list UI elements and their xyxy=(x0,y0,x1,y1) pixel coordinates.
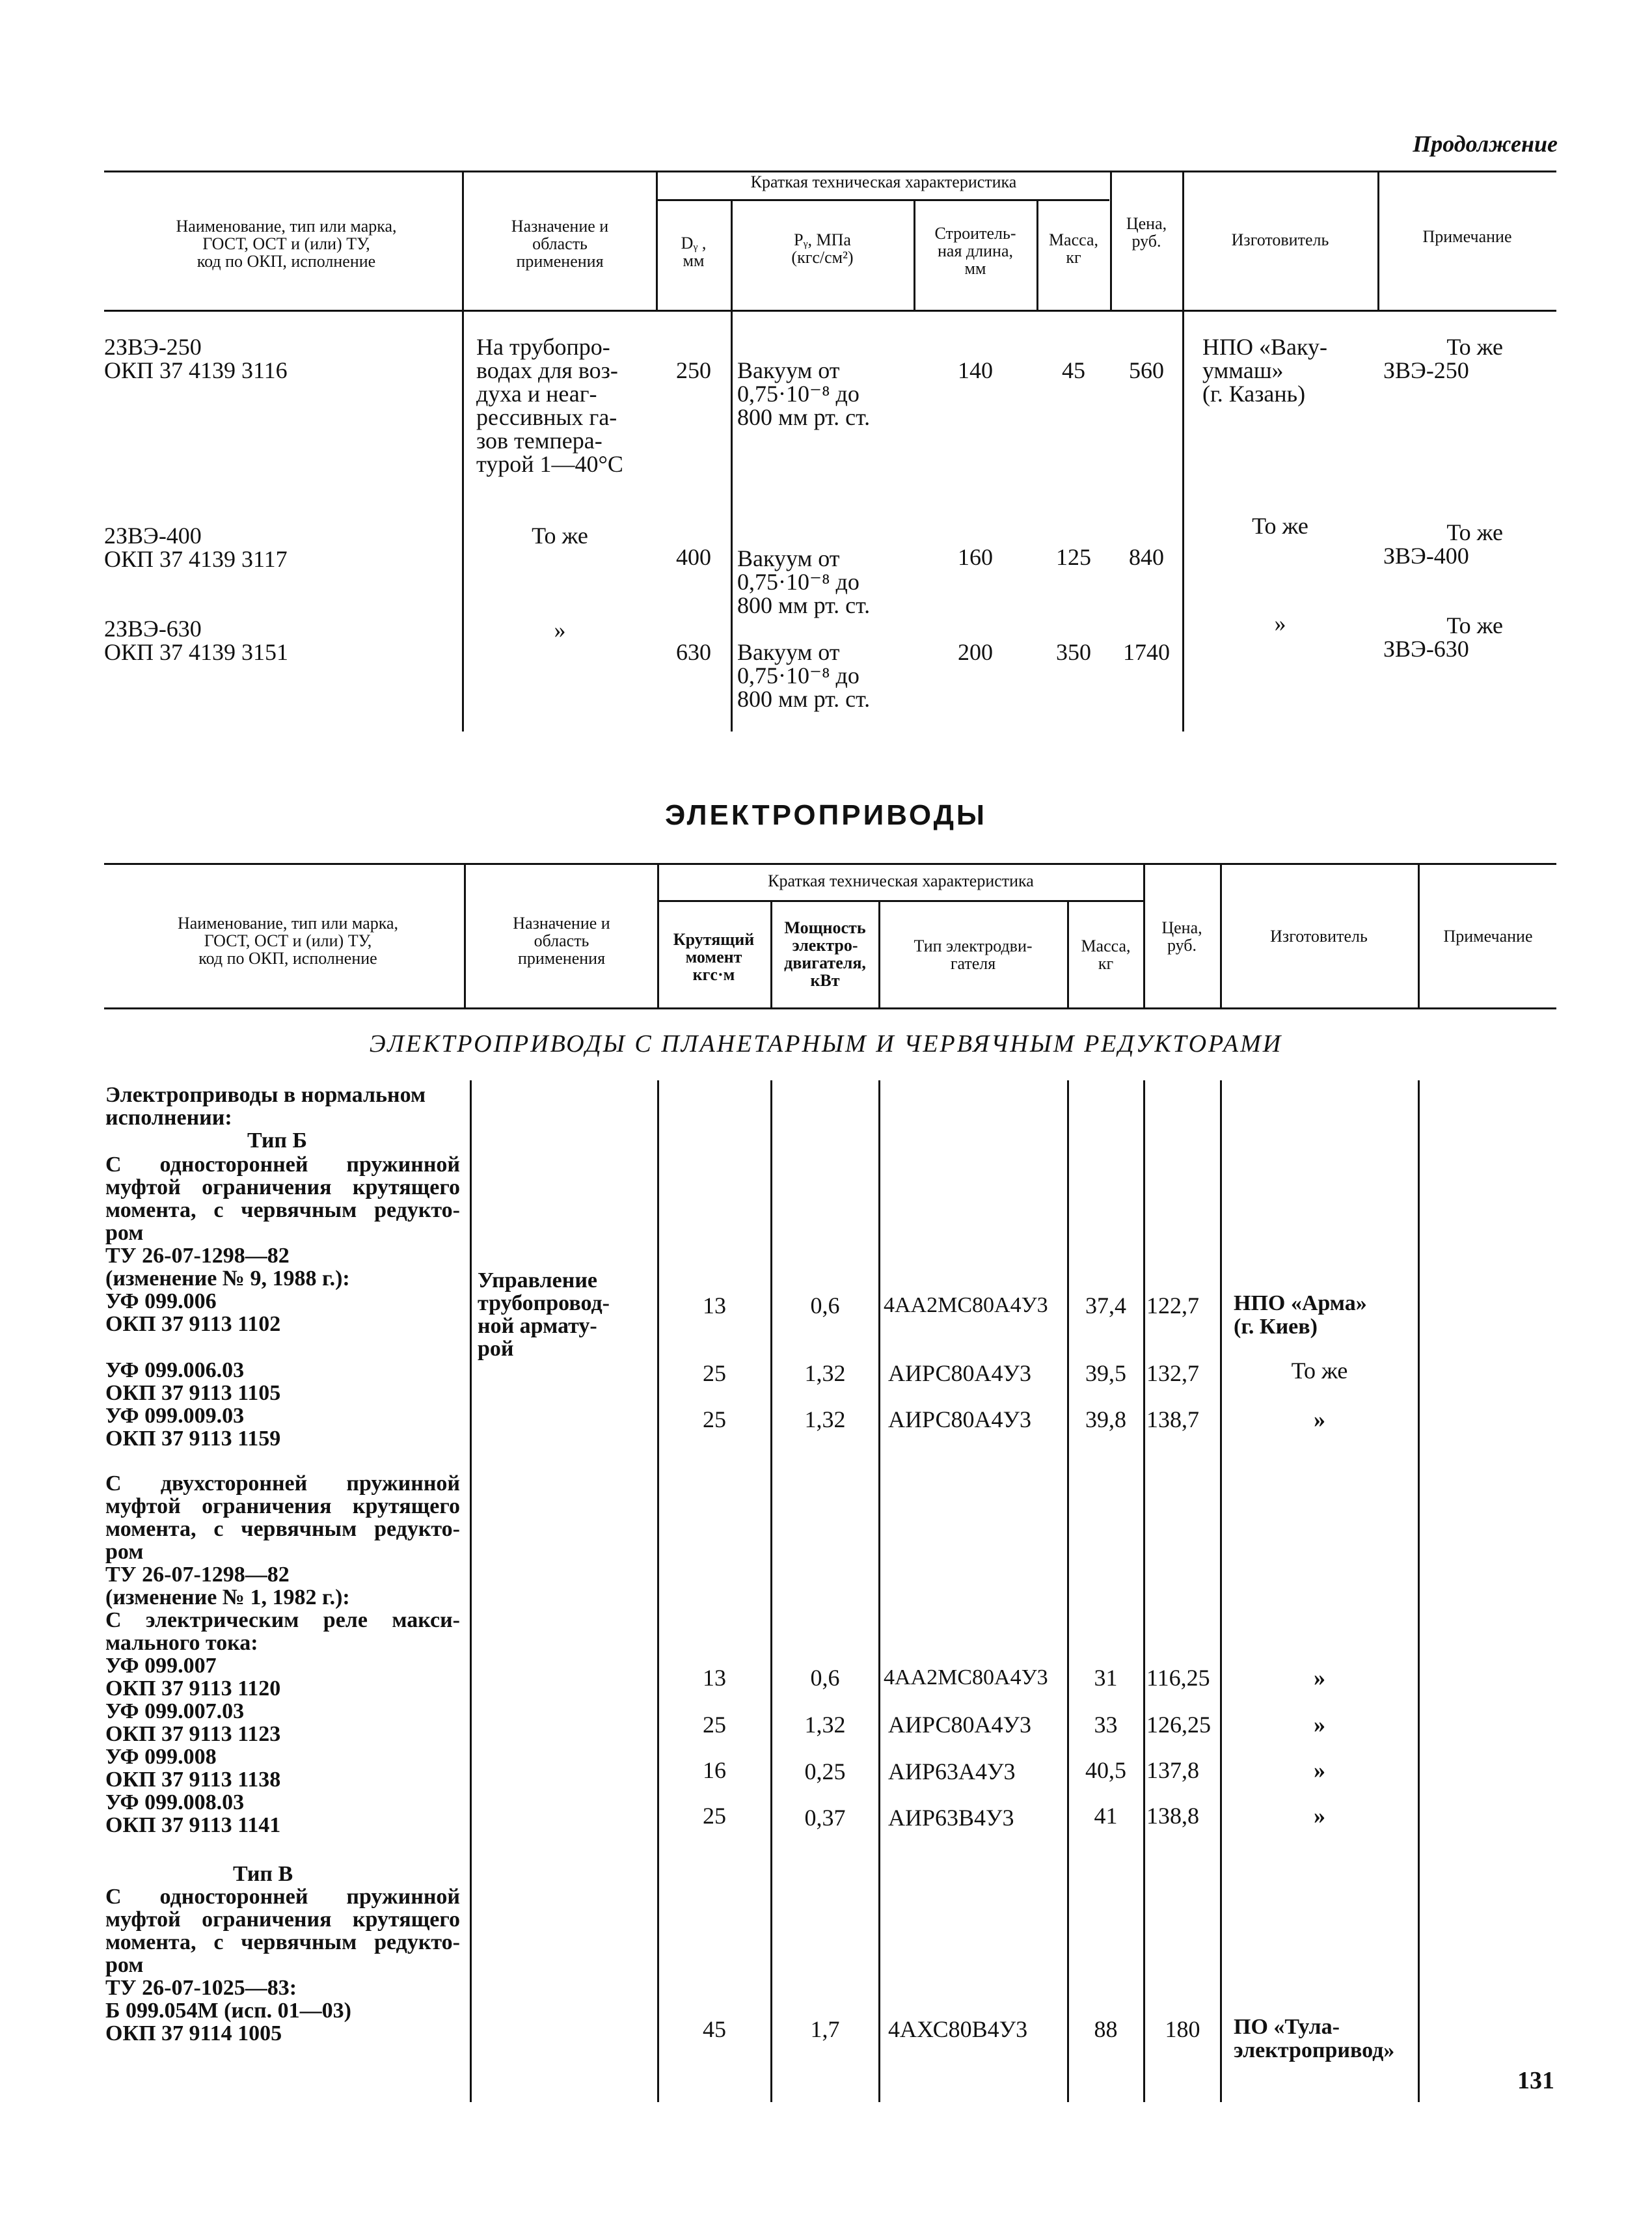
table2-brief-rule xyxy=(658,900,1143,902)
table1-cell-py: Вакуум от 0,75·10⁻⁸ до 800 мм рт. ст. xyxy=(737,639,871,712)
table1-cell-okp: ОКП 37 4139 3116 xyxy=(104,357,288,383)
block3-line: момента, с червячным редукто- xyxy=(105,1930,460,1954)
table1-cell-length: 200 xyxy=(958,639,993,665)
block2-line: ром xyxy=(105,1540,144,1564)
continuation-label: Продолжение xyxy=(1413,131,1558,157)
table2-cell-mass: 31 xyxy=(1094,1665,1118,1691)
table1-cell-mass: 125 xyxy=(1056,544,1091,570)
table1-header-price: Цена, руб. xyxy=(1126,214,1167,251)
table2-cell-motor: 4АХС80В4У3 xyxy=(888,2016,1028,2042)
table2-cell-torque: 25 xyxy=(703,1803,726,1829)
table1-cell-purpose: То же xyxy=(532,523,588,549)
table2-cell-purpose: Управление трубопровод- ной армату- рой xyxy=(478,1268,610,1361)
block1-line: ТУ 26-07-1298—82 xyxy=(105,1244,290,1268)
table1-cell-note2: ЗВЭ-250 xyxy=(1383,357,1469,383)
table1-cell-price: 560 xyxy=(1129,357,1164,383)
block2-line: С двухсторонней пружинной xyxy=(105,1471,460,1496)
table1-header-length: Строитель- ная длина, мм xyxy=(934,224,1016,278)
table2-cell-mass: 41 xyxy=(1094,1803,1118,1829)
table1-cell-dy: 250 xyxy=(676,357,711,383)
intro-line: Электроприводы в нормальном xyxy=(105,1083,426,1107)
table1-cell-name: 2ЗВЭ-400 xyxy=(104,523,202,549)
table1-brief-rule xyxy=(657,199,1109,201)
block2-line: (изменение № 1, 1982 г.): xyxy=(105,1585,350,1609)
table2-cell-motor: 4АА2МС80А4У3 xyxy=(884,1665,1048,1689)
block1-line: (изменение № 9, 1988 г.): xyxy=(105,1266,350,1291)
table2-cell-price: 137,8 xyxy=(1146,1757,1199,1783)
block2-line: С электрическим реле макси- xyxy=(105,1608,460,1632)
table2-cell-torque: 16 xyxy=(703,1757,726,1783)
table2-vline xyxy=(770,1080,772,2102)
table2-cell-power: 1,32 xyxy=(804,1406,846,1432)
block2-line: момента, с червячным редукто- xyxy=(105,1517,460,1541)
table2-header-mass: Масса, кг xyxy=(1081,937,1131,973)
table2-cell-power: 1,7 xyxy=(810,2016,840,2042)
block1-line: момента, с червячным редукто- xyxy=(105,1198,460,1222)
table2-vline xyxy=(1143,1080,1145,2102)
item-name: УФ 099.008 xyxy=(105,1745,217,1769)
table2-cell-power: 0,37 xyxy=(804,1805,846,1831)
table1-cell-purpose: » xyxy=(554,617,566,643)
table2-cell-maker: » xyxy=(1314,1406,1325,1432)
table2-cell-mass: 33 xyxy=(1094,1712,1118,1738)
table2-cell-torque: 25 xyxy=(703,1360,726,1386)
table2-cell-price: 122,7 xyxy=(1146,1292,1199,1319)
table2-cell-torque: 25 xyxy=(703,1406,726,1432)
table1-cell-length: 160 xyxy=(958,544,993,570)
table2-cell-mass: 37,4 xyxy=(1085,1292,1126,1319)
item-okp: ОКП 37 9113 1141 xyxy=(105,1813,281,1837)
table2-vline xyxy=(470,1080,472,2102)
section-title: ЭЛЕКТРОПРИВОДЫ xyxy=(664,799,987,831)
table2-cell-mass: 40,5 xyxy=(1085,1757,1126,1783)
item-okp: ОКП 37 9114 1005 xyxy=(105,2021,282,2045)
table2-cell-torque: 13 xyxy=(703,1665,726,1691)
table2-header-purpose: Назначение и область применения xyxy=(513,914,610,968)
table2-header-brief: Краткая техническая характеристика xyxy=(768,871,1034,890)
table1-cell-dy: 400 xyxy=(676,544,711,570)
table1-cell-purpose: На трубопро- водах для воз- духа и неаг- рессивных га- зов темпера- турой 1—40°С xyxy=(476,334,623,477)
table1-header-py: Pᵧ, МПа (кгс/см²) xyxy=(791,230,854,267)
table1-cell-mass: 45 xyxy=(1062,357,1085,383)
table2-vline xyxy=(878,1080,880,2102)
table1-vline xyxy=(462,171,464,732)
table2-header-torque: Крутящий момент кгс·м xyxy=(673,930,755,984)
table2-cell-power: 0,25 xyxy=(804,1758,846,1785)
block3-line: ТУ 26-07-1025—83: xyxy=(105,1976,297,2000)
table2-cell-power: 0,6 xyxy=(810,1665,840,1691)
table1-cell-okp: ОКП 37 4139 3117 xyxy=(104,546,288,572)
table2-vline xyxy=(1067,1080,1069,2102)
table1-vline xyxy=(656,171,658,310)
table2-header-note: Примечание xyxy=(1443,927,1533,946)
table1-header-dy: Dᵧ , мм xyxy=(681,234,707,270)
table1-cell-note1: То же xyxy=(1446,612,1503,638)
intro-line: исполнении: xyxy=(105,1106,232,1130)
table1-header-mass: Масса, кг xyxy=(1048,230,1099,267)
item-name: УФ 099.006.03 xyxy=(105,1358,245,1382)
table2-cell-price: 138,7 xyxy=(1146,1406,1199,1432)
table2-header-rule xyxy=(104,1007,1556,1009)
table2-cell-motor: АИР63В4У3 xyxy=(888,1805,1014,1831)
block1-line: ром xyxy=(105,1221,144,1245)
table1-cell-maker: То же xyxy=(1252,513,1308,539)
table1-vline xyxy=(1182,171,1184,732)
item-name: УФ 099.008.03 xyxy=(105,1790,245,1814)
table1-cell-price: 1740 xyxy=(1123,639,1170,665)
item-name: УФ 099.007 xyxy=(105,1654,217,1678)
table2-cell-price: 126,25 xyxy=(1146,1712,1211,1738)
table2-header-maker: Изготовитель xyxy=(1270,927,1368,946)
table2-cell-torque: 25 xyxy=(703,1712,726,1738)
table2-cell-motor: 4АА2МС80А4У3 xyxy=(884,1293,1048,1317)
table2-cell-price: 116,25 xyxy=(1146,1665,1210,1691)
table2-cell-maker: » xyxy=(1314,1803,1325,1829)
table1-cell-py: Вакуум от 0,75·10⁻⁸ до 800 мм рт. ст. xyxy=(737,545,871,618)
table1-cell-length: 140 xyxy=(958,357,993,383)
table2-cell-torque: 13 xyxy=(703,1292,726,1319)
table2-cell-maker: НПО «Арма» (г. Киев) xyxy=(1234,1291,1367,1339)
table2-cell-motor: АИРС80А4У3 xyxy=(888,1406,1031,1432)
table1-cell-mass: 350 xyxy=(1056,639,1091,665)
table1-cell-py: Вакуум от 0,75·10⁻⁸ до 800 мм рт. ст. xyxy=(737,357,871,430)
block3-line: ром xyxy=(105,1953,144,1977)
table2-cell-motor: АИРС80А4У3 xyxy=(888,1360,1031,1386)
table1-header-purpose: Назначение и область применения xyxy=(511,217,609,271)
table2-cell-maker: » xyxy=(1314,1665,1325,1691)
table1-header-name: Наименование, тип или марка, ГОСТ, ОСТ и (или) ТУ, код по ОКП, исполнение xyxy=(176,217,397,271)
item-name: УФ 099.009.03 xyxy=(105,1404,245,1428)
table1-vline xyxy=(731,199,733,732)
table1-header-note: Примечание xyxy=(1422,227,1512,246)
table1-cell-maker: » xyxy=(1274,610,1286,636)
block3-line: С односторонней пружинной xyxy=(105,1885,460,1909)
table1-cell-note1: То же xyxy=(1446,334,1503,360)
table2-cell-mass: 39,8 xyxy=(1085,1406,1126,1432)
table2-cell-maker: То же xyxy=(1291,1358,1348,1384)
item-name: Б 099.054М (исп. 01—03) xyxy=(105,1999,351,2023)
subsection-title: ЭЛЕКТРОПРИВОДЫ С ПЛАНЕТАРНЫМ И ЧЕРВЯЧНЫМ РЕДУКТОРАМИ xyxy=(369,1030,1283,1058)
table2-cell-torque: 45 xyxy=(703,2016,726,2042)
table1-cell-price: 840 xyxy=(1129,544,1164,570)
table2-vline xyxy=(464,863,466,1007)
table2-cell-price: 180 xyxy=(1165,2016,1200,2042)
table2-cell-price: 138,8 xyxy=(1146,1803,1199,1829)
table2-cell-motor: АИР63А4У3 xyxy=(888,1758,1016,1785)
table1-cell-name: 2ЗВЭ-630 xyxy=(104,616,202,642)
table1-cell-dy: 630 xyxy=(676,639,711,665)
type-v-heading: Тип В xyxy=(233,1862,293,1886)
table1-header-brief: Краткая техническая характеристика xyxy=(750,172,1017,191)
table2-header-price: Цена, руб. xyxy=(1161,918,1202,955)
table2-vline xyxy=(1220,1080,1222,2102)
item-okp: ОКП 37 9113 1120 xyxy=(105,1676,281,1701)
table2-cell-maker: » xyxy=(1314,1757,1325,1783)
item-okp: ОКП 37 9113 1102 xyxy=(105,1312,281,1336)
table1-cell-note2: ЗВЭ-400 xyxy=(1383,543,1469,569)
block2-line: ТУ 26-07-1298—82 xyxy=(105,1563,290,1587)
table1-header-maker: Изготовитель xyxy=(1231,230,1329,249)
item-name: УФ 099.006 xyxy=(105,1289,217,1313)
block3-line: муфтой ограничения крутящего xyxy=(105,1908,460,1932)
item-okp: ОКП 37 9113 1105 xyxy=(105,1381,281,1405)
table2-cell-power: 1,32 xyxy=(804,1360,846,1386)
table1-cell-note1: То же xyxy=(1446,519,1503,545)
table2-cell-power: 0,6 xyxy=(810,1292,840,1319)
table2-cell-maker: » xyxy=(1314,1712,1325,1738)
block1-line: С односторонней пружинной xyxy=(105,1153,460,1177)
page-number: 131 xyxy=(1517,2067,1554,2094)
table2-cell-mass: 88 xyxy=(1094,2016,1118,2042)
table2-header-motor: Тип электродви- гателя xyxy=(914,937,1033,973)
table2-cell-motor: АИРС80А4У3 xyxy=(888,1712,1031,1738)
table2-cell-power: 1,32 xyxy=(804,1712,846,1738)
table1-cell-maker: НПО «Ваку- уммаш» (г. Казань) xyxy=(1202,334,1327,407)
type-b-heading: Тип Б xyxy=(247,1128,307,1153)
block1-line: муфтой ограничения крутящего xyxy=(105,1175,460,1199)
item-okp: ОКП 37 9113 1138 xyxy=(105,1768,281,1792)
table2-cell-mass: 39,5 xyxy=(1085,1360,1126,1386)
item-name: УФ 099.007.03 xyxy=(105,1699,245,1723)
table1-cell-okp: ОКП 37 4139 3151 xyxy=(104,639,289,665)
table2-vline xyxy=(1418,1080,1420,2102)
block2-line: муфтой ограничения крутящего xyxy=(105,1494,460,1518)
item-okp: ОКП 37 9113 1159 xyxy=(105,1427,281,1451)
table2-cell-price: 132,7 xyxy=(1146,1360,1199,1386)
table2-cell-maker: ПО «Тула- электропривод» xyxy=(1234,2015,1395,2062)
table2-top-rule xyxy=(104,863,1556,865)
table1-header-rule xyxy=(104,310,1556,312)
table2-header-name: Наименование, тип или марка, ГОСТ, ОСТ и (или) ТУ, код по ОКП, исполнение xyxy=(177,914,399,968)
block2-line: мального тока: xyxy=(105,1631,258,1655)
item-okp: ОКП 37 9113 1123 xyxy=(105,1722,281,1746)
table2-vline xyxy=(657,1080,659,2102)
table1-cell-name: 2ЗВЭ-250 xyxy=(104,334,202,360)
table2-header-power: Мощность электро- двигателя, кВт xyxy=(784,918,866,990)
table1-cell-note2: ЗВЭ-630 xyxy=(1383,636,1469,662)
